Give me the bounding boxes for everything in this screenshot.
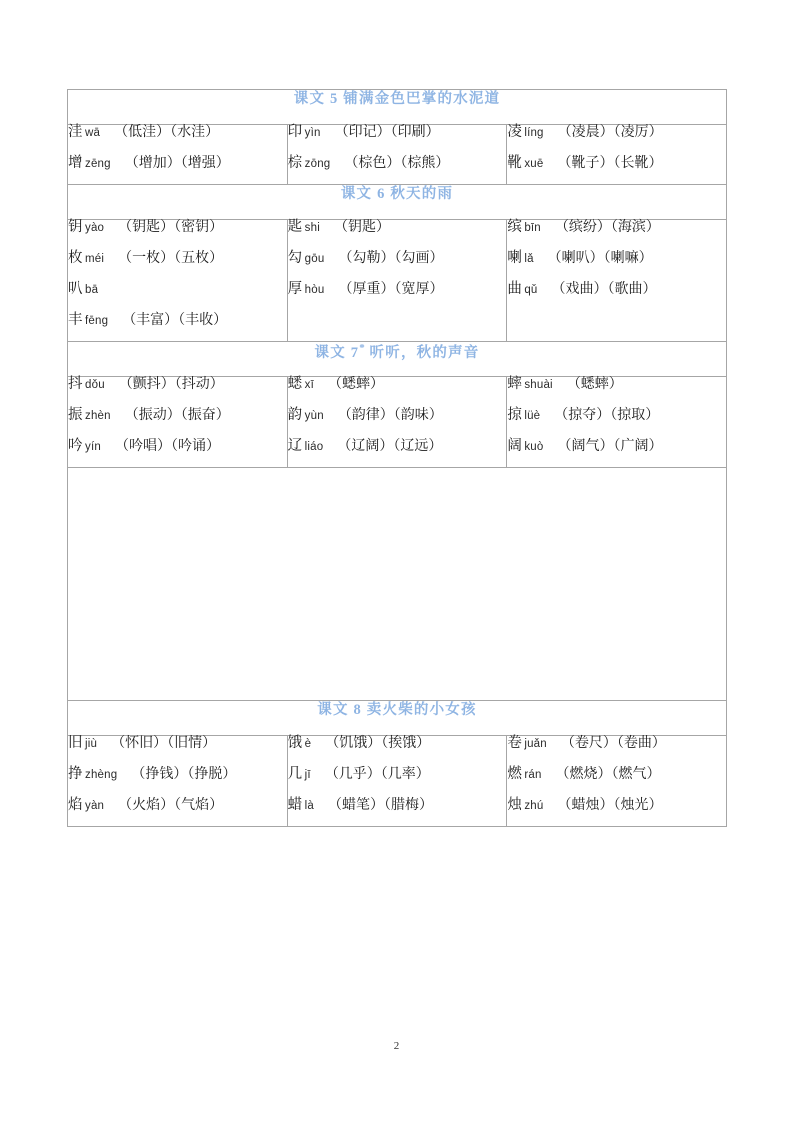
word-terms: （辽阔）（辽远） bbox=[337, 439, 443, 454]
word-pinyin: zhú bbox=[524, 800, 544, 812]
word-pinyin: bīn bbox=[524, 222, 541, 234]
word-pinyin: fēng bbox=[85, 315, 109, 327]
word-pinyin: hòu bbox=[304, 284, 325, 296]
section-header-row bbox=[68, 185, 727, 220]
word-terms: （一枚）（五枚） bbox=[118, 251, 224, 266]
word-character: 靴 bbox=[507, 155, 523, 171]
word-pinyin: yùn bbox=[304, 410, 324, 422]
word-pinyin: là bbox=[304, 800, 315, 812]
section-header-row bbox=[68, 701, 727, 736]
word-terms: （颤抖）（抖动） bbox=[118, 377, 224, 392]
section-header-row bbox=[68, 90, 727, 125]
word-pinyin: líng bbox=[524, 127, 544, 139]
word-pinyin: zhèng bbox=[85, 769, 118, 781]
word-entry bbox=[507, 439, 726, 467]
word-character: 挣 bbox=[68, 766, 83, 782]
section-title: 课文 6 秋天的雨 bbox=[340, 186, 454, 202]
word-entry bbox=[68, 408, 287, 439]
word-pinyin: zēng bbox=[85, 158, 111, 170]
word-terms: （钥匙）（密钥） bbox=[118, 220, 224, 235]
word-column bbox=[507, 220, 727, 342]
word-entry bbox=[68, 220, 287, 251]
word-terms: （蟋蟀） bbox=[328, 377, 385, 392]
word-terms: （低洼）（水洼） bbox=[114, 125, 220, 140]
word-entry bbox=[68, 125, 287, 156]
word-terms: （韵律）（韵味） bbox=[337, 408, 443, 423]
word-pinyin: zhèn bbox=[85, 410, 111, 422]
word-character: 燃 bbox=[507, 766, 523, 782]
word-terms: （戏曲）（歌曲） bbox=[551, 282, 657, 297]
word-terms: （增加）（增强） bbox=[124, 156, 230, 171]
word-character: 棕 bbox=[287, 155, 303, 171]
word-entry bbox=[68, 736, 287, 767]
word-character: 抖 bbox=[68, 376, 83, 392]
word-pinyin: jī bbox=[304, 769, 311, 781]
word-entry bbox=[288, 439, 507, 467]
word-character: 印 bbox=[287, 124, 303, 140]
word-column bbox=[68, 125, 288, 185]
word-terms: （棕色）（棕熊） bbox=[344, 156, 450, 171]
word-pinyin: lüè bbox=[524, 410, 541, 422]
vocabulary-table bbox=[67, 89, 727, 827]
word-character: 增 bbox=[68, 155, 83, 171]
word-column bbox=[507, 125, 727, 185]
word-character: 蟀 bbox=[507, 376, 523, 392]
word-terms: （勾勒）（勾画） bbox=[338, 251, 444, 266]
word-pinyin: juǎn bbox=[524, 738, 547, 750]
word-entry bbox=[68, 156, 287, 184]
word-entry bbox=[507, 798, 726, 826]
word-terms: （凌晨）（凌厉） bbox=[557, 125, 663, 140]
blank-spacer-cell bbox=[68, 468, 727, 701]
word-pinyin: méi bbox=[85, 253, 105, 265]
word-entry bbox=[68, 767, 287, 798]
word-entry bbox=[507, 736, 726, 767]
word-entry bbox=[288, 408, 507, 439]
word-terms: （挣钱）（挣脱） bbox=[131, 767, 237, 782]
word-character: 蟋 bbox=[287, 376, 303, 392]
word-pinyin: dǒu bbox=[85, 379, 105, 391]
word-pinyin: zōng bbox=[304, 158, 331, 170]
word-terms: （蜡笔）（腊梅） bbox=[328, 798, 434, 813]
word-entry bbox=[288, 125, 507, 156]
section-content-row bbox=[68, 125, 727, 185]
word-character: 振 bbox=[68, 407, 83, 423]
word-pinyin: yào bbox=[85, 222, 105, 234]
word-character: 厚 bbox=[287, 281, 303, 297]
word-pinyin: yín bbox=[85, 441, 101, 453]
word-pinyin: gōu bbox=[304, 253, 325, 265]
section-header-lesson-7 bbox=[68, 342, 727, 377]
word-terms: （几乎）（几率） bbox=[324, 767, 430, 782]
section-content-row bbox=[68, 377, 727, 468]
word-entry bbox=[68, 377, 287, 408]
word-character: 辽 bbox=[287, 438, 303, 454]
word-column bbox=[287, 377, 507, 468]
word-terms: （振动）（振奋） bbox=[124, 408, 230, 423]
word-entry bbox=[288, 156, 507, 184]
word-terms: （阔气）（广阔） bbox=[557, 439, 663, 454]
word-entry bbox=[288, 767, 507, 798]
word-character: 蜡 bbox=[287, 797, 303, 813]
word-pinyin: jiù bbox=[85, 738, 98, 750]
word-character: 匙 bbox=[287, 219, 303, 235]
word-terms: （掠夺）（掠取） bbox=[554, 408, 660, 423]
word-pinyin: xī bbox=[304, 379, 315, 391]
word-entry bbox=[507, 282, 726, 310]
word-column bbox=[68, 220, 288, 342]
word-pinyin: liáo bbox=[304, 441, 324, 453]
word-terms: （丰富）（丰收） bbox=[122, 313, 228, 328]
word-pinyin: rán bbox=[524, 769, 542, 781]
word-character: 卷 bbox=[507, 735, 523, 751]
word-entry bbox=[507, 767, 726, 798]
section-content-row bbox=[68, 736, 727, 827]
word-character: 缤 bbox=[507, 219, 523, 235]
word-pinyin: xuē bbox=[524, 158, 544, 170]
section-header-lesson-8 bbox=[68, 701, 727, 736]
word-column bbox=[68, 377, 288, 468]
word-pinyin: lǎ bbox=[524, 253, 534, 265]
word-entry bbox=[288, 377, 507, 408]
word-entry bbox=[288, 251, 507, 282]
word-pinyin: è bbox=[304, 738, 312, 750]
section-header-lesson-5 bbox=[68, 90, 727, 125]
word-pinyin: shuài bbox=[524, 379, 553, 391]
word-character: 洼 bbox=[68, 124, 83, 140]
word-pinyin: yàn bbox=[85, 800, 105, 812]
section-content-row bbox=[68, 220, 727, 342]
word-terms: （喇叭）（喇嘛） bbox=[547, 251, 653, 266]
word-terms: （卷尺）（卷曲） bbox=[560, 736, 666, 751]
word-entry bbox=[507, 220, 726, 251]
word-entry bbox=[507, 125, 726, 156]
word-character: 曲 bbox=[507, 281, 523, 297]
section-title-star: * bbox=[359, 342, 365, 354]
section-title-main: 课文 7 bbox=[314, 344, 360, 361]
word-column bbox=[287, 736, 507, 827]
section-header-lesson-6 bbox=[68, 185, 727, 220]
word-terms: （怀旧）（旧情） bbox=[111, 736, 217, 751]
word-pinyin: qǔ bbox=[524, 284, 538, 296]
word-entry bbox=[288, 282, 507, 310]
section-header-row bbox=[68, 342, 727, 377]
word-entry bbox=[68, 282, 287, 313]
word-entry bbox=[507, 377, 726, 408]
word-terms: （蜡烛）（烛光） bbox=[557, 798, 663, 813]
word-character: 喇 bbox=[507, 250, 523, 266]
word-column bbox=[507, 736, 727, 827]
word-character: 阔 bbox=[507, 438, 523, 454]
word-entry bbox=[507, 408, 726, 439]
word-character: 勾 bbox=[287, 250, 303, 266]
word-terms: （靴子）（长靴） bbox=[557, 156, 663, 171]
word-terms: （燃烧）（燃气） bbox=[555, 767, 661, 782]
word-terms: （缤纷）（海滨） bbox=[554, 220, 660, 235]
section-title: 课文 5 铺满金色巴掌的水泥道 bbox=[293, 91, 501, 107]
word-pinyin: bā bbox=[85, 284, 99, 296]
word-column bbox=[68, 736, 288, 827]
word-character: 旧 bbox=[68, 735, 83, 751]
word-terms: （蟋蟀） bbox=[566, 377, 623, 392]
word-pinyin: kuò bbox=[524, 441, 544, 453]
word-character: 枚 bbox=[68, 250, 83, 266]
word-character: 钥 bbox=[68, 219, 83, 235]
word-pinyin: yìn bbox=[304, 127, 321, 139]
section-title-rest: 听听，秋的声音 bbox=[364, 344, 480, 361]
word-character: 几 bbox=[287, 766, 303, 782]
word-pinyin: wā bbox=[85, 127, 101, 139]
word-character: 焰 bbox=[68, 797, 83, 813]
word-entry bbox=[507, 156, 726, 184]
word-character: 韵 bbox=[287, 407, 303, 423]
word-terms: （吟唱）（吟诵） bbox=[114, 439, 220, 454]
word-entry bbox=[288, 220, 507, 251]
section-title bbox=[315, 342, 480, 362]
word-entry bbox=[507, 251, 726, 282]
word-column bbox=[507, 377, 727, 468]
word-entry bbox=[68, 313, 287, 341]
word-terms: （钥匙） bbox=[333, 220, 390, 235]
word-character: 吟 bbox=[68, 438, 83, 454]
word-entry bbox=[288, 736, 507, 767]
section-title: 课文 8 卖火柴的小女孩 bbox=[317, 702, 477, 718]
word-character: 烛 bbox=[507, 797, 523, 813]
word-character: 掠 bbox=[507, 407, 523, 423]
word-entry bbox=[68, 439, 287, 467]
page-number: 2 bbox=[393, 1040, 400, 1052]
word-terms: （饥饿）（挨饿） bbox=[325, 736, 431, 751]
word-entry bbox=[68, 798, 287, 826]
word-entry bbox=[288, 798, 507, 826]
word-entry bbox=[68, 251, 287, 282]
word-terms: （火焰）（气焰） bbox=[118, 798, 224, 813]
word-character: 凌 bbox=[507, 124, 523, 140]
word-pinyin: shi bbox=[304, 222, 320, 234]
word-character: 丰 bbox=[68, 312, 83, 328]
word-column bbox=[287, 220, 507, 342]
word-terms: （印记）（印刷） bbox=[334, 125, 440, 140]
word-column bbox=[287, 125, 507, 185]
blank-spacer-row bbox=[68, 468, 727, 701]
word-terms: （厚重）（宽厚） bbox=[338, 282, 444, 297]
word-character: 叭 bbox=[68, 281, 83, 297]
word-character: 饿 bbox=[287, 735, 303, 751]
